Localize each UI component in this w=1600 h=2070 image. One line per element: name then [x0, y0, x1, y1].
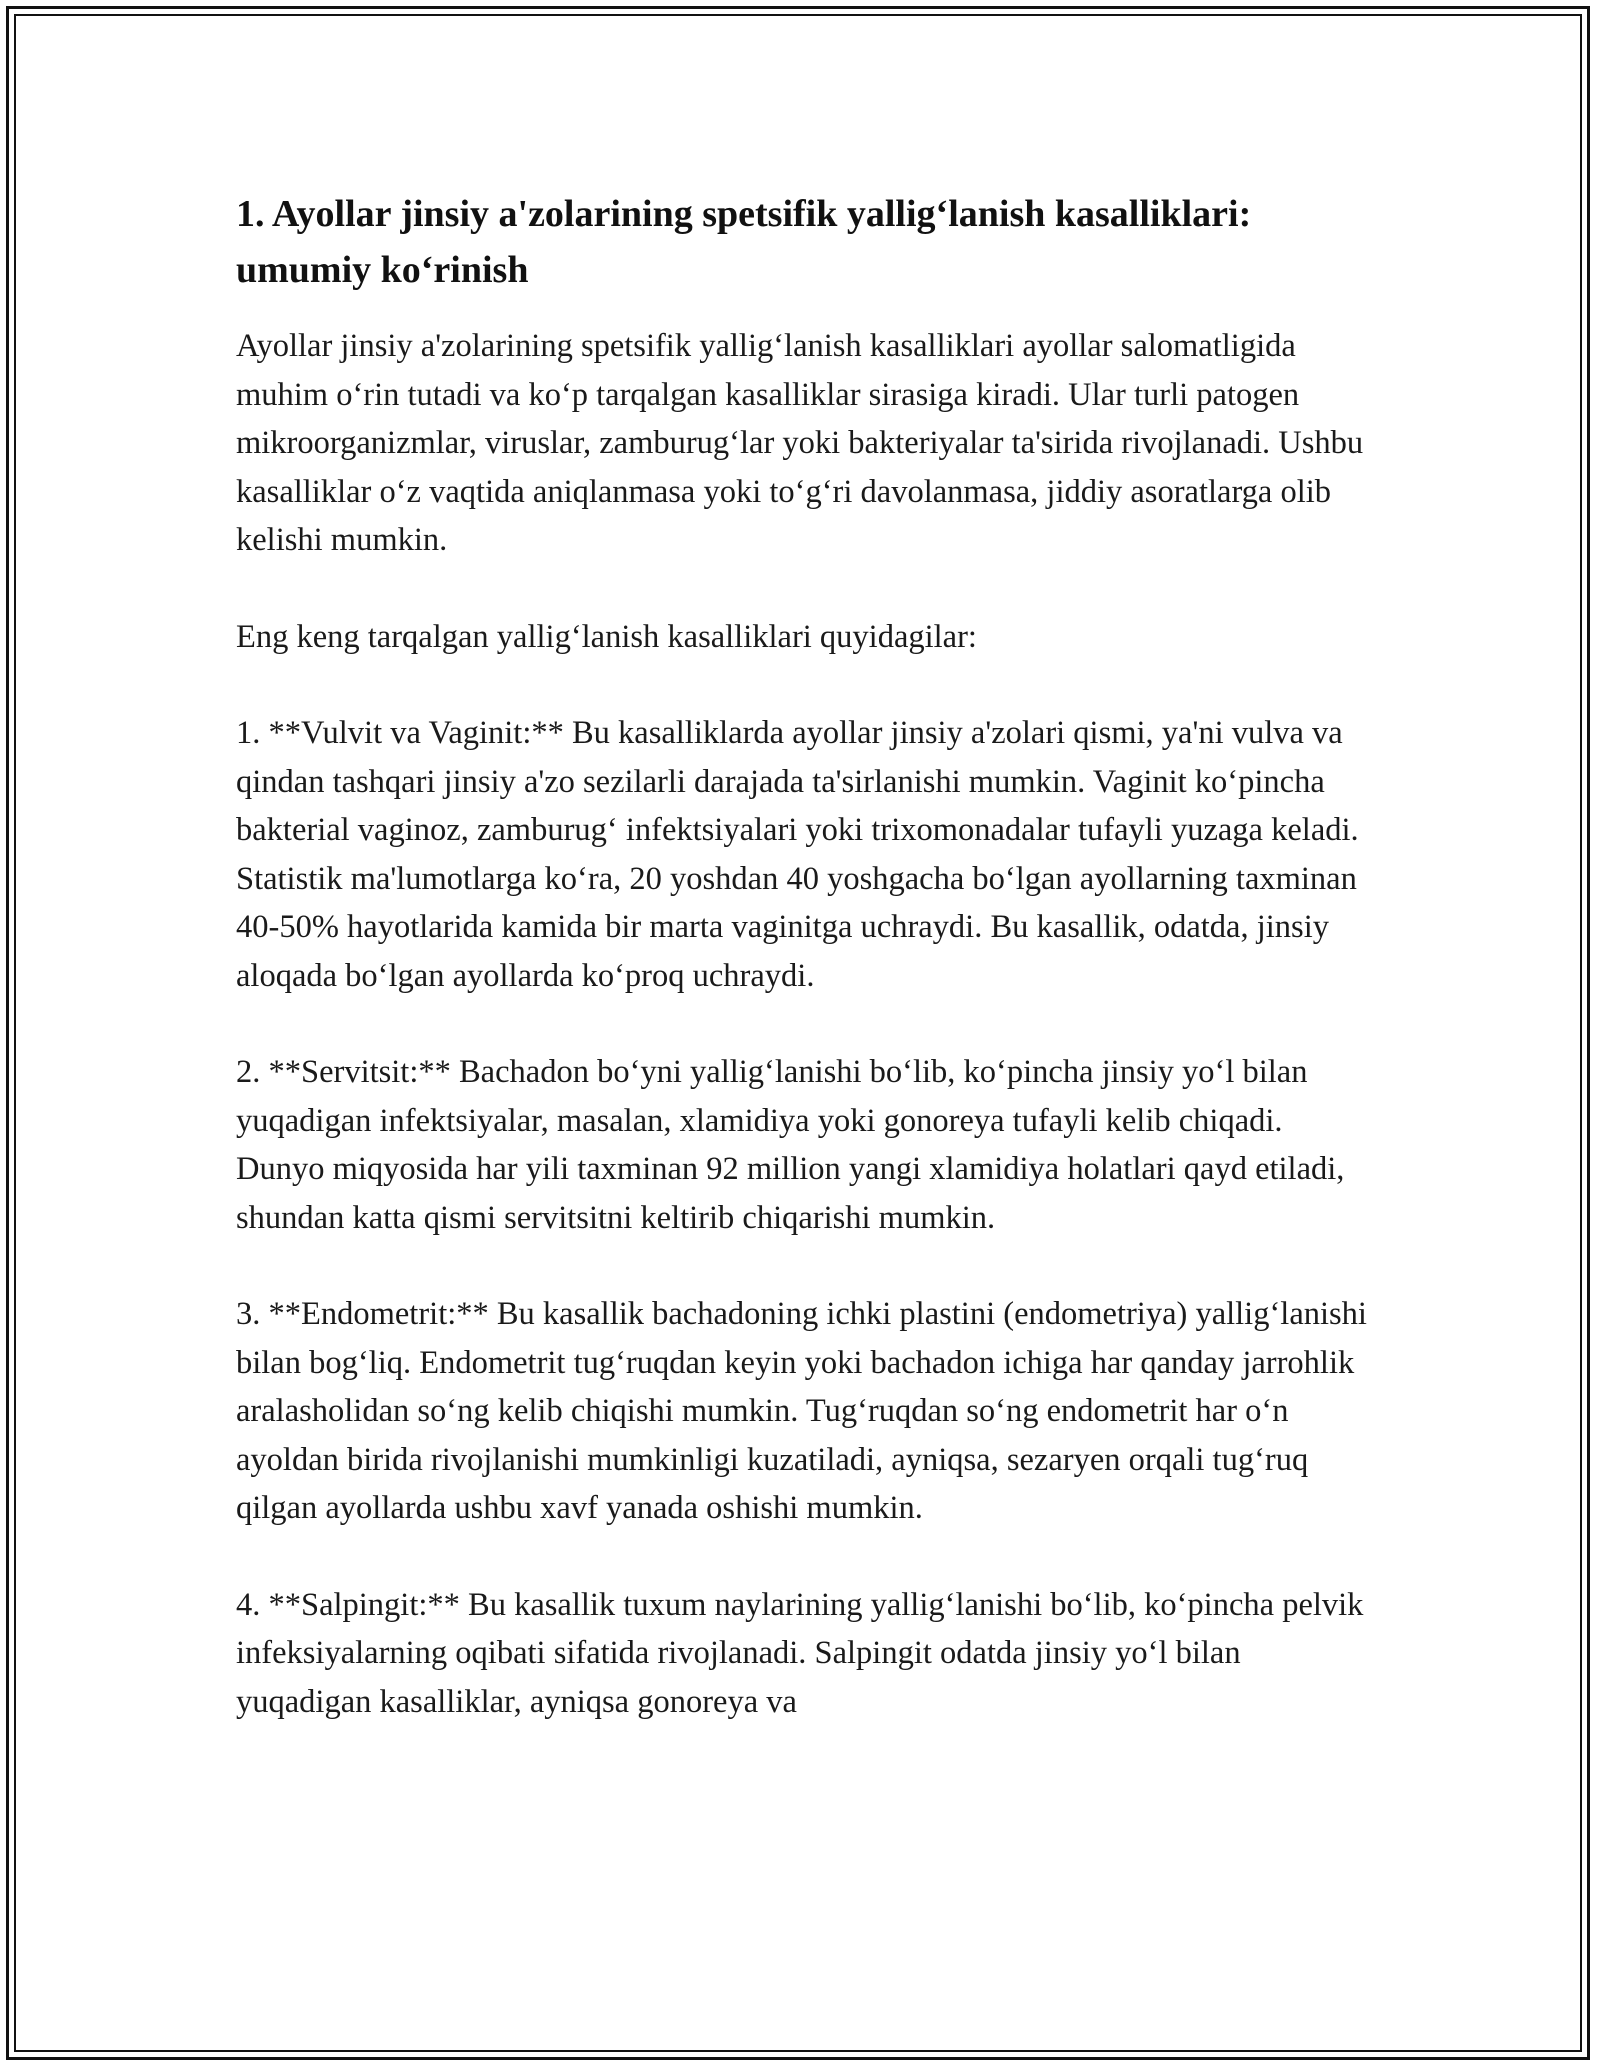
- intro-paragraph: Ayollar jinsiy a'zolarining spetsifik yallig‘lanish kasalliklari ayollar salomatligida muhim o‘rin tutadi va ko‘p tarqalgan kasalliklar sirasiga kiradi. Ular turli patogen mikroorganizmlar, viruslar, zamburug‘lar yoki bakteriyalar ta'sirida rivojlanadi. Ushbu kasalliklar o‘z vaqtida aniqlanmasa yoki to‘g‘ri davolanmasa, jiddiy asoratlarga olib kelishi mumkin.: [236, 328, 1364, 558]
- list-item-endometrit: 3. **Endometrit:** Bu kasallik bachadoning ichki plastini (endometriya) yallig‘lanishi bilan bog‘liq. Endometrit tug‘ruqdan keyin yoki bachadon ichiga har qanday jarrohlik aralasholidan so‘ng kelib chiqishi mumkin. Tug‘ruqdan so‘ng endometrit har o‘n ayoldan birida rivojlanishi mumkinligi kuzatiladi, ayniqsa, sezaryen orqali tug‘ruq qilgan ayollarda ushbu xavf yanada oshishi mumkin.: [236, 1296, 1367, 1526]
- list-lead-paragraph: Eng keng tarqalgan yallig‘lanish kasalliklari quyidagilar:: [236, 618, 977, 655]
- list-item-salpingit: 4. **Salpingit:** Bu kasallik tuxum naylarining yallig‘lanishi bo‘lib, ko‘pincha pelvik infeksiyalarning oqibati sifatida rivojlanadi. Salpingit odatda jinsiy yo‘l bilan yuqadigan kasalliklar, ayniqsa gonoreya va: [236, 1586, 1364, 1720]
- document-body: [236, 186, 1372, 1726]
- list-item-servitsit: 2. **Servitsit:** Bachadon bo‘yni yallig‘lanishi bo‘lib, ko‘pincha jinsiy yo‘l bilan yuqadigan infektsiyalar, masalan, xlamidiya yoki gonoreya tufayli kelib chiqadi. Dunyo miqyosida har yili taxminan 92 million yangi xlamidiya holatlari qayd etiladi, shundan katta qismi servitsitni keltirib chiqarishi mumkin.: [236, 1054, 1345, 1236]
- section-heading: 1. Ayollar jinsiy a'zolarining spetsifik yallig‘lanish kasalliklari: umumiy ko‘rinish: [236, 193, 1252, 291]
- list-item-vulvit-vaginit: 1. **Vulvit va Vaginit:** Bu kasalliklarda ayollar jinsiy a'zolari qismi, ya'ni vulva va qindan tashqari jinsiy a'zo sezilarli darajada ta'sirlanishi mumkin. Vaginit ko‘pincha bakterial vaginoz, zamburug‘ infektsiyalari yoki trixomonadalar tufayli yuzaga keladi. Statistik ma'lumotlarga ko‘ra, 20 yoshdan 40 yoshgacha bo‘lgan ayollarning taxminan 40-50% hayotlarida kamida bir marta vaginitga uchraydi. Bu kasallik, odatda, jinsiy aloqada bo‘lgan ayollarda ko‘proq uchraydi.: [236, 715, 1359, 994]
